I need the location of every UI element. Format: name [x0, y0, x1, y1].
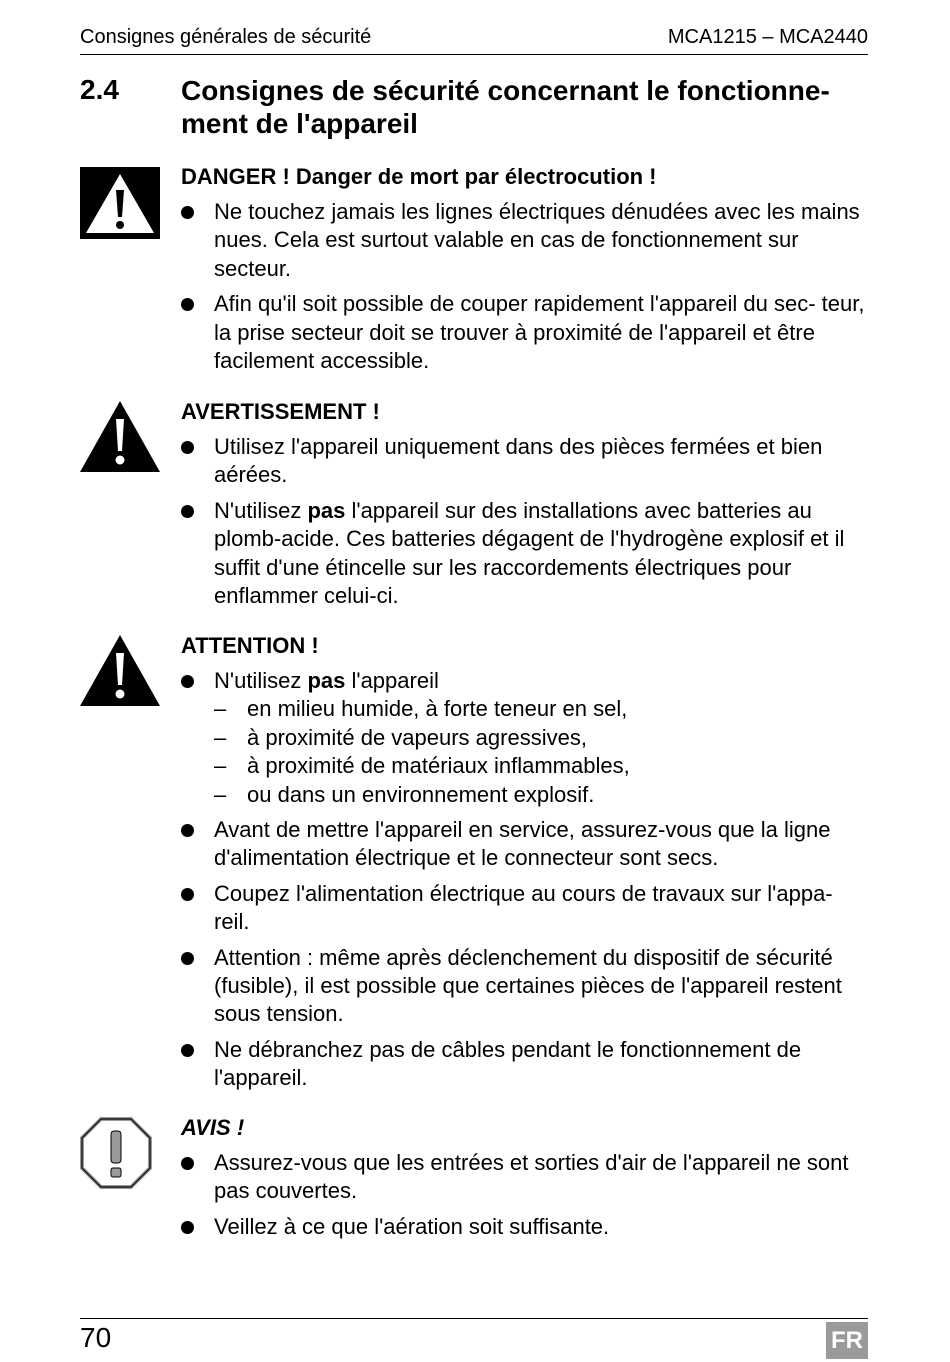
list-item: Coupez l'alimentation électrique au cours de travaux sur l'appa- reil. — [181, 880, 871, 937]
sub-list-item: – à proximité de vapeurs agressives, — [214, 724, 871, 752]
list-item: Veillez à ce que l'aération soit suffisante. — [181, 1213, 871, 1241]
list-item: Attention : même après déclenchement du dispositif de sécurité (fusible), il est possible que certaines pièces de l'appareil restent sous tension. — [181, 944, 871, 1029]
warning-square-icon — [80, 167, 160, 244]
section-number: 2.4 — [80, 74, 119, 105]
list-item: Ne débranchez pas de câbles pendant le fonctionnement de l'appareil. — [181, 1036, 871, 1093]
page-number: 70 — [80, 1322, 112, 1353]
danger-title: DANGER ! Danger de mort par électrocution ! — [181, 164, 657, 189]
text-segment: l'appareil sur des installations avec batteries au plomb-acide. Ces batteries dégagent de l'hydrogène explosif et il suffit d'une étincelle sur les raccordements électriques pour enflammer celui-ci. — [214, 497, 845, 609]
sub-list-item: – ou dans un environnement explosif. — [214, 781, 871, 809]
warning-list — [181, 433, 871, 610]
list-item: Utilisez l'appareil uniquement dans des pièces fermées et bien aérées. — [181, 433, 871, 490]
warning-triangle-icon — [80, 635, 160, 712]
header-model-range: MCA1215 – MCA2440 — [667, 26, 868, 48]
footer-divider — [80, 1318, 868, 1319]
notice-block — [181, 1114, 871, 1248]
danger-list — [181, 198, 871, 375]
list-item: Afin qu'il soit possible de couper rapidement l'appareil du sec- teur, la prise secteur doit se trouver à proximité de l'appareil et être facilement accessible. — [181, 290, 871, 375]
emphasis-text: pas — [307, 497, 346, 523]
text-segment: N'utilisez — [214, 497, 308, 523]
warning-triangle-icon — [80, 401, 160, 478]
attention-sublist — [214, 695, 871, 809]
page-header — [80, 26, 868, 55]
list-item — [181, 497, 871, 611]
language-badge: FR — [826, 1322, 868, 1359]
sub-list-item: – à proximité de matériaux inflammables, — [214, 752, 871, 780]
list-item — [181, 667, 871, 809]
attention-list — [181, 667, 871, 1093]
warning-title: AVERTISSEMENT ! — [181, 399, 380, 424]
warning-block — [181, 398, 871, 617]
notice-title: AVIS ! — [181, 1115, 245, 1140]
attention-block — [181, 632, 871, 1100]
danger-block — [181, 163, 871, 382]
text-segment: N'utilisez — [214, 668, 308, 693]
list-item: Avant de mettre l'appareil en service, assurez-vous que la ligne d'alimentation électrique et le connecteur sont secs. — [181, 816, 871, 873]
notice-list — [181, 1149, 871, 1241]
section-title: Consignes de sécurité concernant le fonctionne- ment de l'appareil — [181, 75, 830, 139]
sub-list-item: – en milieu humide, à forte teneur en sel, — [214, 695, 871, 723]
list-item: Assurez-vous que les entrées et sorties d'air de l'appareil ne sont pas couvertes. — [181, 1149, 871, 1206]
emphasis-text: pas — [307, 668, 346, 693]
attention-title: ATTENTION ! — [181, 633, 319, 658]
notice-octagon-icon — [80, 1117, 152, 1194]
list-item: Ne touchez jamais les lignes électriques dénudées avec les mains nues. Cela est surtout valable en cas de fonctionnement sur secteur. — [181, 198, 871, 283]
header-chapter-title: Consignes générales de sécurité — [80, 26, 372, 48]
text-segment: l'appareil — [345, 668, 439, 693]
